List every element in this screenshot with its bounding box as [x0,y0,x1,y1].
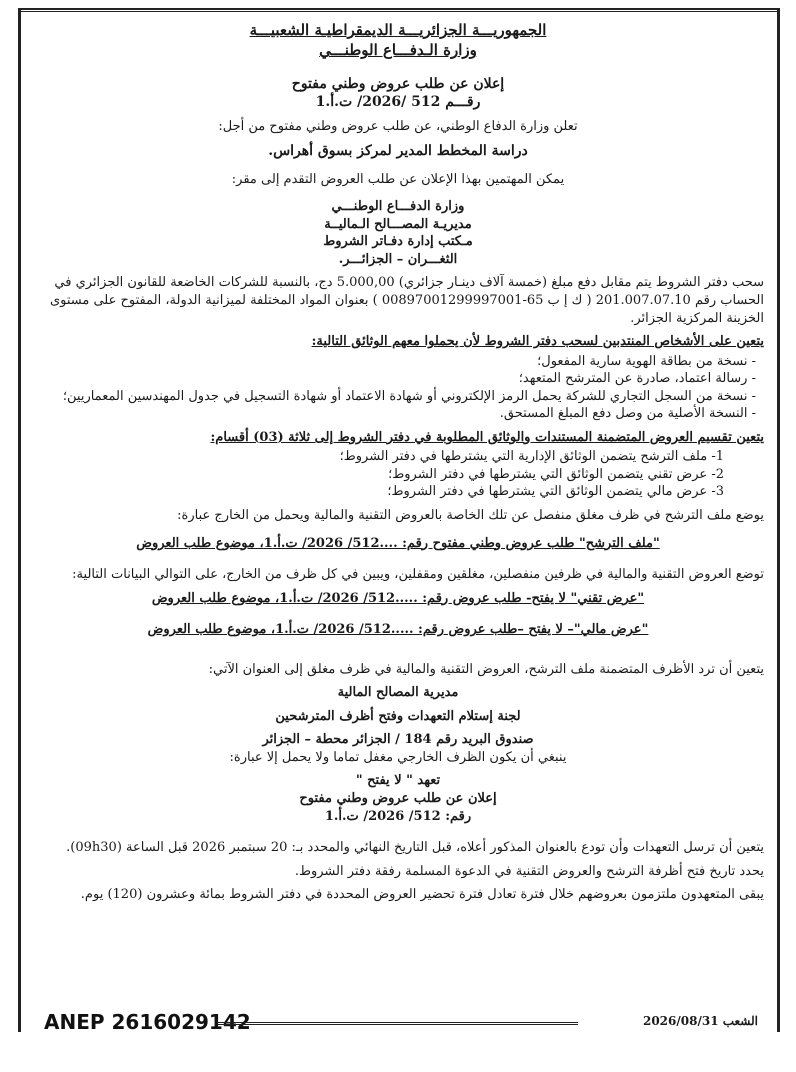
announcement-document [32,20,764,1010]
deadline-paragraph: يتعين أن ترسل التعهدات وأن تودع بالعنوان المذكور أعلاه، قبل التاريخ النهائي والمحدد بـ: 20 سبتمبر 2026 قبل الساعة (09h30). [66,840,764,856]
address-ministry: وزارة الدفـــاع الوطنـــي [331,199,465,215]
payment-paragraph: سحب دفتر الشروط يتم مقابل دفع مبلغ (خمسة آلاف دينـار جزائري) 5.000,00 دج، بالنسبة للشركات الخاضعة للقانون الجزائري في الحساب رقم 201.007.07.10 ( ك إ ب 65-00897001299997001 ) بعنوان المواد المختلفة لميزانية الدولة، المفتوح على مستوى الخزينة المركزية الجزائر. [49,275,764,326]
intro-line: تعلن وزارة الدفاع الوطني، عن طلب عروض وطني مفتوح من أجل: [218,119,578,135]
list-item: - النسخة الأصلية من وصل دفع المبلغ المستحق. [32,405,756,423]
republic-heading: الجمهوريـــة الجزائريـــة الديمقراطيـة الشعبيـــة [249,21,547,39]
opening-date-paragraph: يحدد تاريخ فتح أظرفة الترشح والعروض التقنية في الدعوة المسلمة رفقة دفتر الشروط. [294,863,764,879]
list-item: 1- ملف الترشح يتضمن الوثائق الإدارية التي يشترطها في دفتر الشروط؛ [339,449,724,465]
documents-list [32,353,764,423]
envelope-mark-number: رقم: 512/ 2026/ ت.أ.1 [324,808,472,824]
technical-envelope-label: "عرض تقني" لا يفتح- طلب عروض رقم: .....512/ 2026/ ت.أ.1، موضوع طلب العروض [151,590,645,606]
envelope-mark-do-not-open: تعهد " لا يفتح " [355,773,441,789]
list-item: - رسالة اعتماد، صادرة عن المترشح المتعهد؛ [32,370,756,388]
sections-list [32,448,764,501]
frame-top-border [18,8,780,12]
publication-line: الشعب 2026/08/31 [642,1014,758,1028]
financial-envelope-label: "عرض مالي"– لا يفتح –طلب عروض رقم: .....512/ 2026/ ت.أ.1، موضوع طلب العروض [147,622,649,638]
intro-contact-line: يمكن المهتمين بهذا الإعلان عن طلب العروض التقدم إلى مقر: [231,171,565,187]
envelope-note: ينبغي أن يكون الظرف الخارجي مغفل تماما ولا يحمل إلا عبارة: [229,749,567,765]
announcement-title: إعلان عن طلب عروض وطني مفتوح [291,75,505,92]
address-directorate: مديريـة المصـــالح الـماليــة [324,216,472,232]
address-city: الثغـــران – الجزائـــر. [338,251,458,267]
footer-rule [218,1022,578,1025]
list-item: 2- عرض تقني يتضمن الوثائق التي يشترطها في دفتر الشروط؛ [388,466,724,482]
announcement-number: رقـــم 512 /2026/ ت.أ.1 [315,94,481,111]
list-item: - نسخة من السجل التجاري للشركة يحمل الرمز الإلكتروني أو شهادة الاعتماد أو شهادة التسجيل في جدول المهندسين المعماريين؛ [32,388,756,406]
envelope-address-committee: لجنة إستلام التعهدات وفتح أظرف المترشحين [275,708,521,724]
list-item: 3- عرض مالي يتضمن الوثائق التي يشترطها في دفتر الشروط؛ [387,484,724,500]
validity-paragraph: يبقى المتعهدون ملتزمون بعروضهم خلال فترة تعادل فترة تحضير العروض المحددة في دفتر الشروط بمائة وعشرون (120) يوم. [80,887,764,903]
sections-heading: يتعين تقسيم العروض المتضمنة المستندات والوثائق المطلوبة في دفتر الشروط إلى ثلاثة (03) أقسام: [210,429,764,445]
envelope-paragraph: يتعين أن ترد الأظرف المتضمنة ملف الترشح، العروض التقنية والمالية في ظرف مغلق إلى العنوان الآتي: [208,661,764,677]
candidacy-paragraph: يوضع ملف الترشح في ظرف مغلق منفصل عن تلك الخاصة بالعروض التقنية والمالية ويحمل من الخارج عبارة: [177,508,764,524]
envelope-address-pobox: صندوق البريد رقم 184 / الجزائر محطة – الجزائر [262,732,534,748]
footer-bar [18,1010,780,1032]
offers-paragraph: توضع العروض التقنية والمالية في ظرفين منفصلين، مغلقين ومقفلين، ويبين في كل ظرف من الخارج، على التوالي البيانات التالية: [72,567,764,583]
ministry-heading: وزارة الـدفـــاع الوطنـــي [319,41,477,60]
envelope-mark-title: إعلان عن طلب عروض وطني مفتوح [299,791,497,807]
tender-subject: دراسة المخطط المدير لمركز بسوق أهراس. [268,142,528,159]
candidacy-envelope-label: "ملف الترشح" طلب عروض وطني مفتوح رقم: ....512/ 2026/ ت.أ.1، موضوع طلب العروض [136,535,660,551]
documents-heading: يتعين على الأشخاص المنتدبين لسحب دفتر الشروط لأن يحملوا معهم الوثائق التالية: [311,334,764,350]
anep-reference: ANEP 2616029142 [44,1010,251,1034]
address-office: مـكتب إدارة دفـاتر الشروط [323,234,473,250]
envelope-address-directorate: مديرية المصالح المالية [337,685,459,701]
list-item: - نسخة من بطاقة الهوية سارية المفعول؛ [32,353,756,371]
